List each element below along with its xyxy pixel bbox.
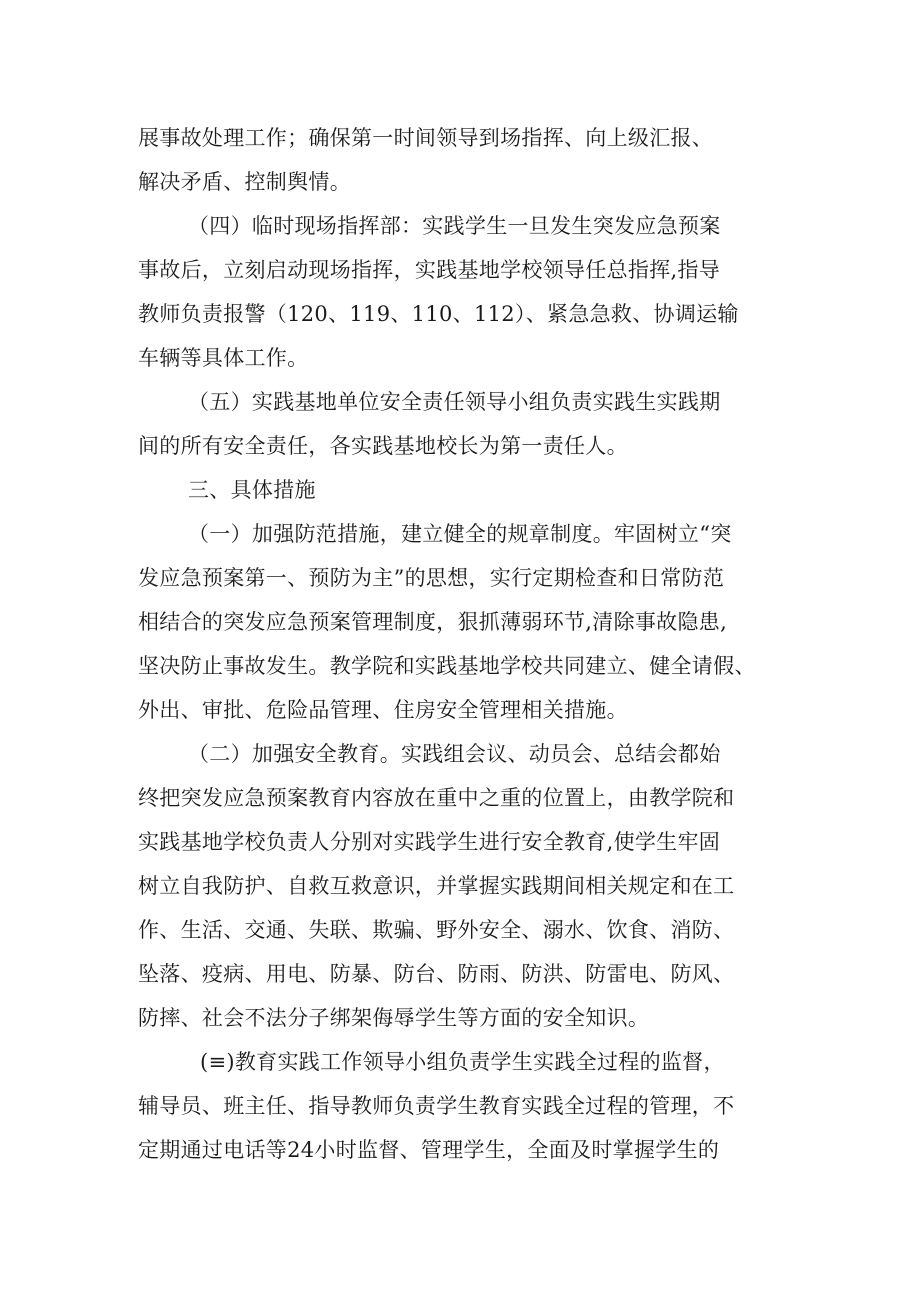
text-line: 坠落、疫病、用电、防暴、防台、防雨、防洪、防雷电、防风、 — [138, 962, 735, 986]
text-line: 间的所有安全责任，各实践基地校长为第一责任人。 — [138, 434, 628, 458]
text-line: 相结合的突发应急预案管理制度，狠抓薄弱环节,清除事故隐患, — [138, 610, 728, 634]
paragraph-start-line: (≡)教育实践工作领导小组负责学生实践全过程的监督， — [200, 1050, 725, 1074]
text-line: 定期通过电话等24小时监督、管理学生，全面及时掌握学生的 — [138, 1138, 720, 1162]
document-body — [138, 116, 788, 1172]
text-line: 实践基地学校负责人分别对实践学生进行安全教育,使学生牢固 — [138, 830, 721, 854]
text-line: 树立自我防护、自救互救意识，并掌握实践期间相关规定和在工 — [138, 874, 735, 898]
text-line: 终把突发应急预案教育内容放在重中之重的位置上，由教学院和 — [138, 786, 735, 810]
paragraph-start-line: （二）加强安全教育。实践组会议、动员会、总结会都始 — [188, 742, 721, 766]
section-heading: 三、具体措施 — [188, 478, 316, 502]
paragraph-start-line: （五）实践基地单位安全责任领导小组负责实践生实践期 — [188, 390, 721, 414]
paragraph-start-line: （一）加强防范措施，建立健全的规章制度。牢固树立“突 — [188, 522, 732, 546]
text-line: 辅导员、班主任、指导教师负责学生教育实践全过程的管理，不 — [138, 1094, 735, 1118]
text-line: 发应急预案第一、预防为主”的思想，实行定期检查和日常防范 — [138, 566, 725, 590]
text-line: 事故后，立刻启动现场指挥，实践基地学校领导任总指挥,指导 — [138, 258, 721, 282]
text-line: 车辆等具体工作。 — [138, 346, 309, 370]
text-line: 展事故处理工作；确保第一时间领导到场指挥、向上级汇报、 — [138, 126, 714, 150]
text-line: 外出、审批、危险品管理、住房安全管理相关措施。 — [138, 698, 628, 722]
paragraph-start-line: （四）临时现场指挥部：实践学生一旦发生突发应急预案 — [188, 214, 721, 238]
text-line: 防摔、社会不法分子绑架侮辱学生等方面的安全知识。 — [138, 1006, 650, 1030]
text-line: 作、生活、交通、失联、欺骗、野外安全、溺水、饮食、消防、 — [138, 918, 735, 942]
text-line: 教师负责报警（120、119、110、112）、紧急急救、协调运输 — [138, 302, 739, 326]
text-line: 坚决防止事故发生。教学院和实践基地学校共同建立、健全请假、 — [138, 654, 756, 678]
text-line: 解决矛盾、控制舆情。 — [138, 170, 351, 194]
